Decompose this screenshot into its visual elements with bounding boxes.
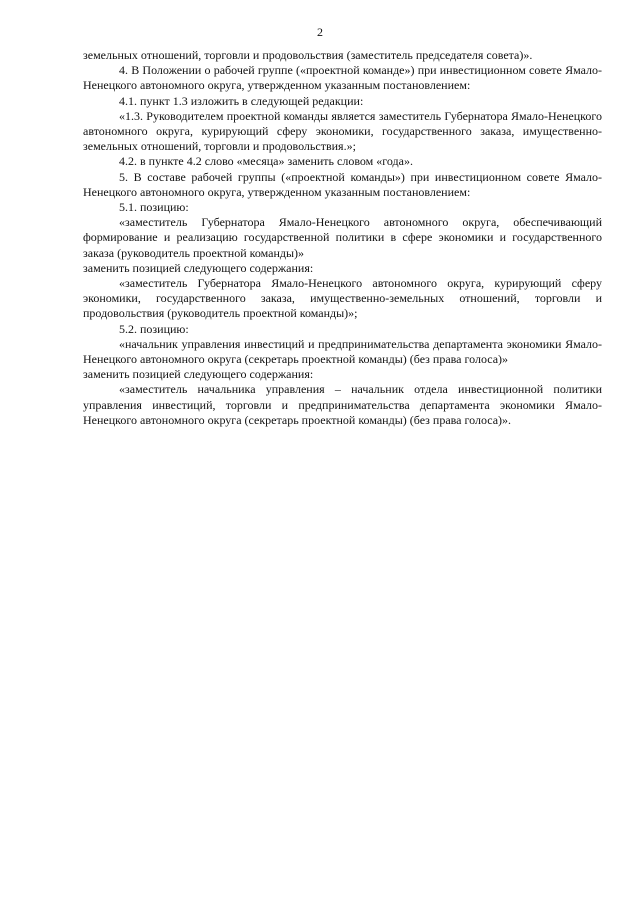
- paragraph-replace-2: заменить позицией следующего содержания:: [83, 367, 314, 382]
- page-number: 2: [317, 25, 323, 39]
- paragraph-new-position-2: «заместитель начальника управления – начальник отдела инвестиционной политики управления инвестиций, торговли и предпринимательства департамента экономики Ямало-Ненецкого автономного округа (секретарь проектной команды) (без права голоса)».: [83, 382, 602, 427]
- document-body: [83, 48, 602, 428]
- paragraph-replace-1: заменить позицией следующего содержания:: [83, 260, 314, 275]
- paragraph-old-position-1: «заместитель Губернатора Ямало-Ненецкого автономного округа, обеспечивающий формирование и реализацию государственной политики в сфере экономики и государственного заказа (руководитель проектной команды)»: [83, 215, 602, 260]
- paragraph-item-4-1: 4.1. пункт 1.3 изложить в следующей редакции:: [119, 93, 364, 108]
- paragraph-item-4: 4. В Положении о рабочей группе («проектной команде») при инвестиционном совете Ямало-Ненецкого автономного округа, утвержденном указанным постановлением:: [83, 63, 602, 93]
- paragraph-item-4-2: 4.2. в пункте 4.2 слово «месяца» заменить словом «года».: [119, 154, 413, 169]
- paragraph-item-5: 5. В составе рабочей группы («проектной команды») при инвестиционном совете Ямало-Ненецкого автономного округа, утвержденном указанным постановлением:: [83, 169, 602, 199]
- paragraph-item-5-2: 5.2. позицию:: [119, 321, 189, 336]
- paragraph-quote-1-3: «1.3. Руководителем проектной команды является заместитель Губернатора Ямало-Ненецкого автономного округа, курирующий сферу экономики, государственного заказа, имущественно-земельных отношений, торговли и продовольствия.»;: [83, 108, 602, 154]
- paragraph-item-5-1: 5.1. позицию:: [119, 200, 189, 215]
- paragraph-new-position-1: «заместитель Губернатора Ямало-Ненецкого автономного округа, курирующий сферу экономики, государственного заказа, имущественно-земельных отношений, торговли и продовольствия (руководитель проектной команды)»;: [83, 276, 602, 321]
- paragraph-old-position-2: «начальник управления инвестиций и предпринимательства департамента экономики Ямало-Ненецкого автономного округа (секретарь проектной команды) (без права голоса)»: [83, 336, 602, 367]
- paragraph-continuation: земельных отношений, торговли и продовольствия (заместитель председателя совета)».: [83, 48, 533, 62]
